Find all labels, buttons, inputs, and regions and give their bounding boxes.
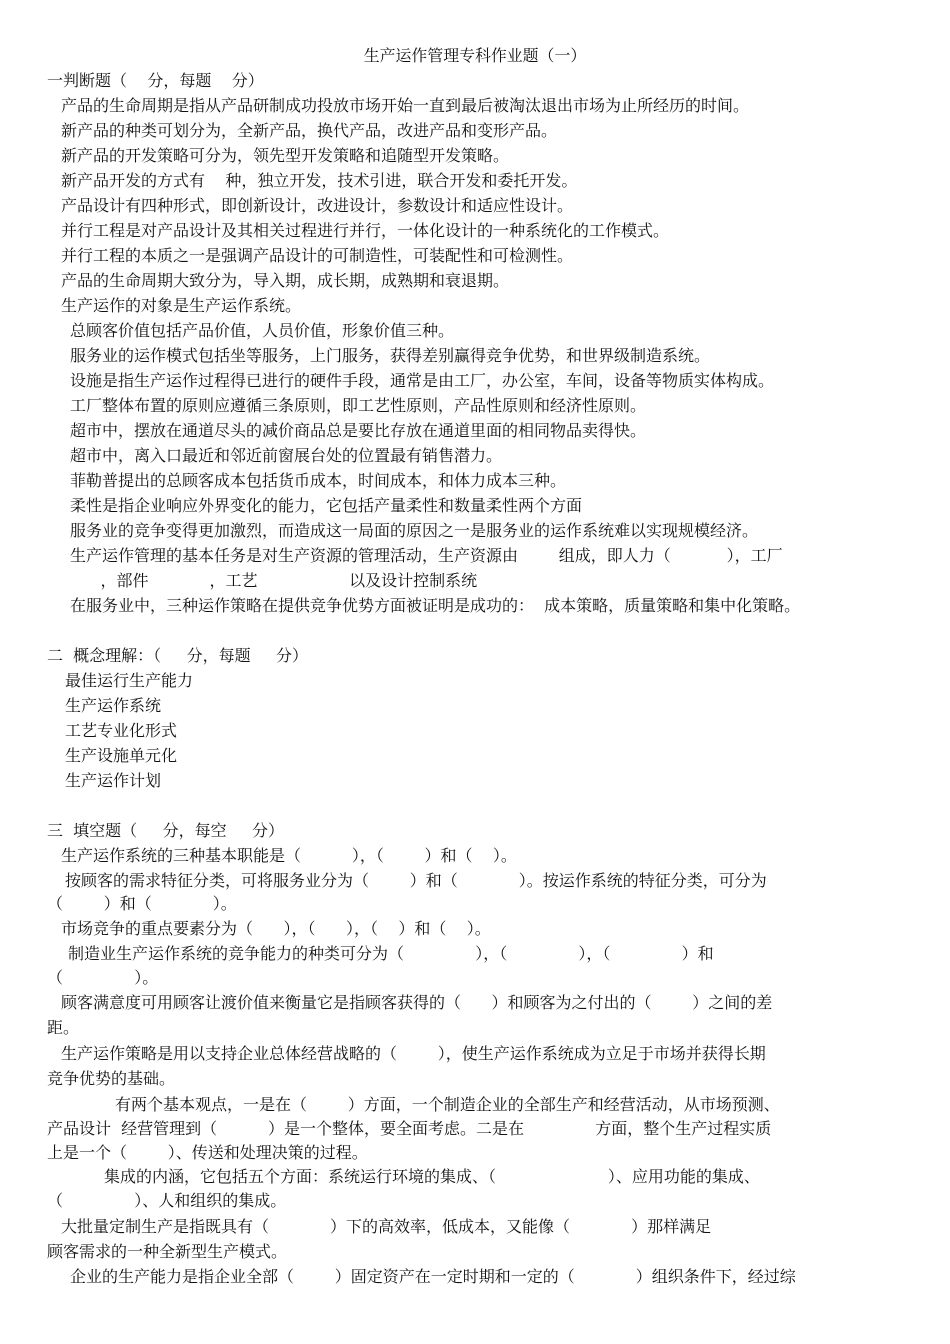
fill-blank-line: 有两个基本观点，一是在（ ）方面，一个制造企业的全部生产和经营活动，从市场预测、 <box>115 1095 780 1114</box>
fill-blank-line: （ ）和（ ）。 <box>47 894 237 913</box>
fill-blank-line: 产品设计 经营管理到（ ）是一个整体，要全面考虑。二是在 方面，整个生产过程实质 <box>47 1119 772 1138</box>
section-3-heading: 三 填空题（ 分，每空 分） <box>47 821 285 840</box>
true-false-item: 超市中，摆放在通道尽头的减价商品总是要比存放在通道里面的相同物品卖得快。 <box>70 421 647 440</box>
true-false-item: 超市中，离入口最近和邻近前窗展台处的位置最有销售潜力。 <box>70 446 503 465</box>
concept-item: 最佳运行生产能力 <box>65 671 194 690</box>
true-false-item: 在服务业中，三种运作策略在提供竞争优势方面被证明是成功的： 成本策略，质量策略和集中化策略。 <box>70 596 801 615</box>
true-false-item: 工厂整体布置的原则应遵循三条原则，即工艺性原则，产品性原则和经济性原则。 <box>70 396 647 415</box>
fill-blank-line: （ ）、人和组织的集成。 <box>47 1191 287 1210</box>
fill-blank-line: 顾客需求的一种全新型生产模式。 <box>47 1242 288 1261</box>
true-false-item: 并行工程的本质之一是强调产品设计的可制造性，可装配性和可检测性。 <box>61 246 574 265</box>
true-false-item: 服务业的竞争变得更加激烈，而造成这一局面的原因之一是服务业的运作系统难以实现规模经济。 <box>70 521 759 540</box>
fill-blank-line: 竞争优势的基础。 <box>47 1069 176 1088</box>
concept-item: 生产运作计划 <box>65 771 162 790</box>
true-false-item: 柔性是指企业响应外界变化的能力，它包括产量柔性和数量柔性两个方面 <box>70 496 583 515</box>
concept-item: 生产运作系统 <box>65 696 162 715</box>
fill-blank-line: 生产运作策略是用以支持企业总体经营战略的（ ），使生产运作系统成为立足于市场并获得长期 <box>61 1044 766 1063</box>
true-false-item-continued: ，部件 ，工艺 以及设计控制系统 <box>70 571 478 590</box>
true-false-item: 生产运作管理的基本任务是对生产资源的管理活动，生产资源由 组成，即人力（ ），工厂 <box>70 546 783 565</box>
fill-blank-line: 企业的生产能力是指企业全部（ ）固定资产在一定时期和一定的（ ）组织条件下，经过综 <box>70 1267 796 1286</box>
true-false-item: 服务业的运作模式包括坐等服务，上门服务，获得差别赢得竞争优势，和世界级制造系统。 <box>70 346 711 365</box>
section-1-heading: 一判断题（ 分，每题 分） <box>47 71 264 90</box>
fill-blank-line: 生产运作系统的三种基本职能是（ ），（ ）和（ ）。 <box>61 846 517 865</box>
concept-item: 工艺专业化形式 <box>65 721 178 740</box>
true-false-item: 总顾客价值包括产品价值，人员价值，形象价值三种。 <box>70 321 455 340</box>
true-false-item: 新产品的种类可划分为，全新产品，换代产品，改进产品和变形产品。 <box>61 121 558 140</box>
true-false-item: 新产品的开发策略可分为，领先型开发策略和追随型开发策略。 <box>61 146 510 165</box>
true-false-item: 并行工程是对产品设计及其相关过程进行并行，一体化设计的一种系统化的工作模式。 <box>61 221 670 240</box>
fill-blank-line: （ ）。 <box>47 968 159 987</box>
true-false-item: 设施是指生产运作过程得已进行的硬件手段，通常是由工厂，办公室，车间，设备等物质实体构成。 <box>70 371 775 390</box>
section-2-heading: 二 概念理解：（ 分，每题 分） <box>47 646 309 665</box>
fill-blank-line: 制造业生产运作系统的竞争能力的种类可分为（ ），（ ），（ ）和 <box>68 944 714 963</box>
true-false-item: 产品的生命周期是指从产品研制成功投放市场开始一直到最后被淘汰退出市场为止所经历的时间。 <box>61 96 750 115</box>
fill-blank-line: 集成的内涵，它包括五个方面：系统运行环境的集成、（ ）、应用功能的集成、 <box>104 1167 760 1186</box>
true-false-item: 生产运作的对象是生产运作系统。 <box>61 296 302 315</box>
true-false-item: 菲勒普提出的总顾客成本包括货币成本，时间成本，和体力成本三种。 <box>70 471 567 490</box>
fill-blank-line: 市场竞争的重点要素分为（ ），（ ），（ ）和（ ）。 <box>61 919 491 938</box>
fill-blank-line: 顾客满意度可用顾客让渡价值来衡量它是指顾客获得的（ ）和顾客为之付出的（ ）之间的差 <box>61 993 773 1012</box>
fill-blank-line: 距。 <box>47 1018 80 1037</box>
fill-blank-line: 按顾客的需求特征分类，可将服务业分为（ ）和（ ）。按运作系统的特征分类，可分为 <box>65 871 767 890</box>
concept-item: 生产设施单元化 <box>65 746 178 765</box>
fill-blank-line: 上是一个（ ）、传送和处理决策的过程。 <box>47 1143 368 1162</box>
true-false-item: 新产品开发的方式有 种，独立开发，技术引进，联合开发和委托开发。 <box>61 171 578 190</box>
true-false-item: 产品设计有四种形式，即创新设计，改进设计，参数设计和适应性设计。 <box>61 196 574 215</box>
fill-blank-line: 大批量定制生产是指既具有（ ）下的高效率，低成本，又能像（ ）那样满足 <box>61 1217 712 1236</box>
true-false-item: 产品的生命周期大致分为，导入期，成长期，成熟期和衰退期。 <box>61 271 510 290</box>
page-title: 生产运作管理专科作业题（一） <box>363 46 587 65</box>
